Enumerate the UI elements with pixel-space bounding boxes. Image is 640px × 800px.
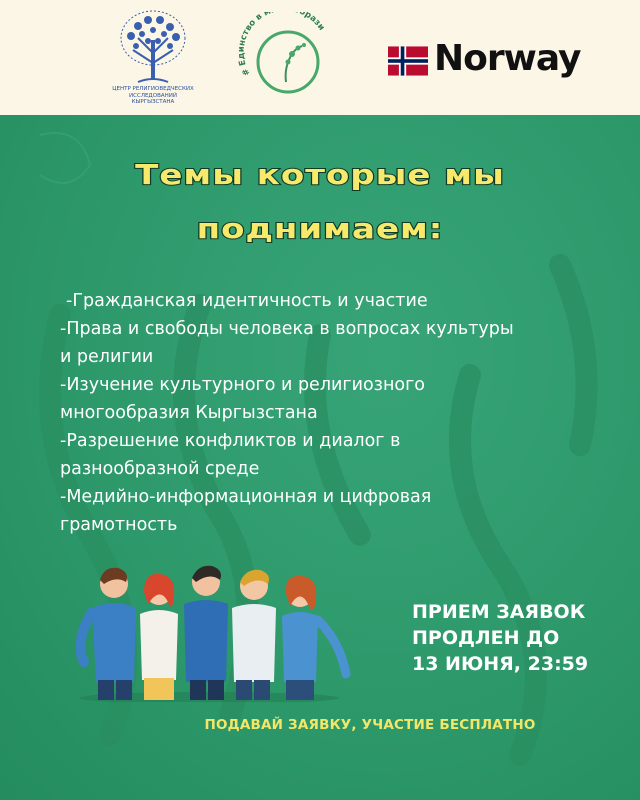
poster-area xyxy=(0,115,640,800)
topic-line: разнообразной среде xyxy=(60,459,260,479)
deadline-line-1: ПРИЕМ ЗАЯВОК xyxy=(412,601,586,623)
person-2 xyxy=(140,574,178,700)
person-1 xyxy=(80,568,136,700)
topic-line: -Изучение культурного и религиозного xyxy=(60,375,426,395)
deadline-notice xyxy=(412,599,622,677)
topic-line: -Медийно-информационная и цифровая xyxy=(60,487,432,507)
tree-icon xyxy=(98,8,208,88)
topic-line: грамотность xyxy=(60,515,178,535)
topic-line: -Права и свободы человека в вопросах культуры xyxy=(60,319,514,339)
topic-line: -Гражданская идентичность и участие xyxy=(66,291,428,311)
title-line-1: Темы которые мы xyxy=(135,159,505,191)
title-line-2: поднимаем: xyxy=(196,213,444,245)
deadline-line-2: ПРОДЛЕН ДО xyxy=(412,627,560,649)
unity-circle-icon xyxy=(236,12,340,108)
topics-list xyxy=(60,287,620,539)
norway-logo xyxy=(388,40,608,86)
unity-logo-text: # Единство в м брази xyxy=(236,12,327,78)
apply-free-footer: ПОДАВАЙ ЗАЯВКУ, УЧАСТИЕ БЕСПЛАТНО xyxy=(204,717,536,733)
tree-logo-caption xyxy=(98,86,208,106)
person-4 xyxy=(232,570,276,700)
person-5 xyxy=(282,576,346,700)
caption-line: КЫРГЫЗСТАНА xyxy=(131,99,175,105)
topic-line: и религии xyxy=(60,347,154,367)
group-of-friends-illustration xyxy=(64,562,354,702)
deadline-line-3: 13 ИЮНЯ, 23:59 xyxy=(412,653,589,675)
religious-studies-center-logo xyxy=(98,8,208,108)
logo-bar xyxy=(0,0,640,115)
caption-line: ЦЕНТР РЕЛИГИОВЕДЧЕСКИХ xyxy=(112,86,194,92)
unity-in-diversity-logo xyxy=(236,12,340,108)
caption-line: ИССЛЕДОВАНИЙ xyxy=(129,92,177,99)
person-3 xyxy=(184,566,228,700)
norway-flag-icon xyxy=(388,46,428,76)
topic-line: многообразия Кыргызстана xyxy=(60,403,318,423)
norway-wordmark: Norway xyxy=(434,38,581,79)
topic-line: -Разрешение конфликтов и диалог в xyxy=(60,431,401,451)
